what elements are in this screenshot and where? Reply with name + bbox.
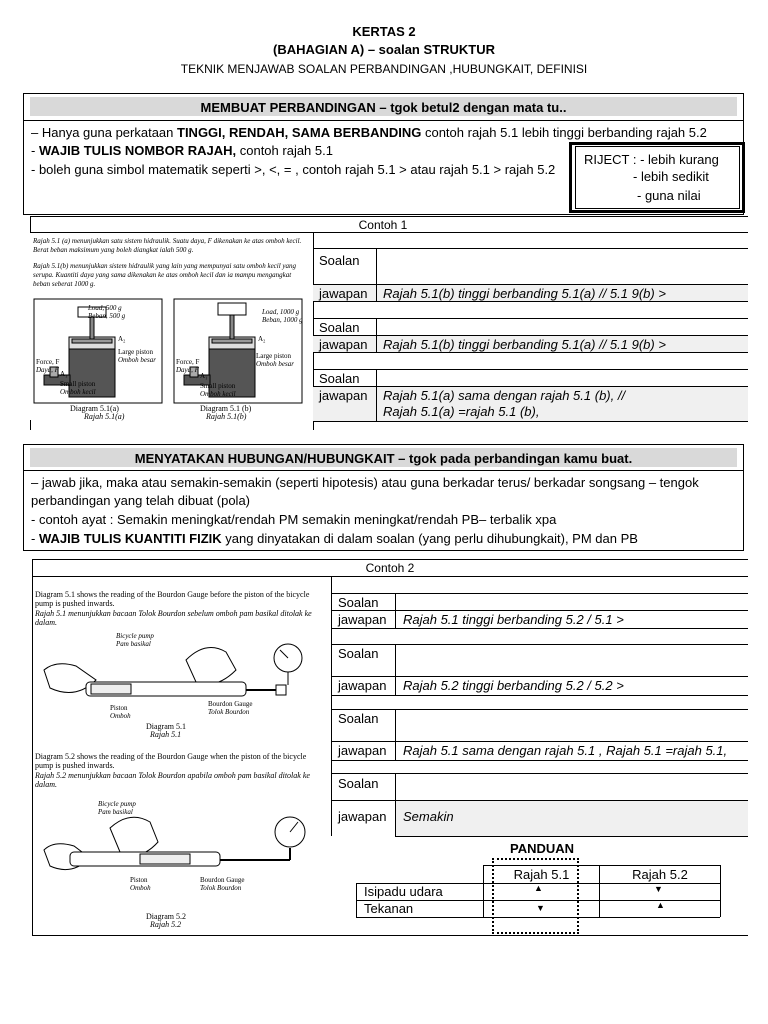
diagram-5-2-caption-my: Rajah 5.2 xyxy=(150,920,182,929)
divider xyxy=(30,216,748,217)
fig-a-large-piston: Large piston xyxy=(118,348,154,356)
bicycle-pump-figure-1 xyxy=(36,630,326,720)
divider xyxy=(23,120,744,121)
diagram-5-2-caption: Diagram 5.2 xyxy=(146,912,186,921)
fig-a-large-piston-my: Omboh besar xyxy=(118,356,156,364)
divider xyxy=(30,232,748,233)
divider xyxy=(32,576,748,577)
fig-a-small-piston-my: Omboh kecil xyxy=(60,388,96,396)
guide-col-2: Rajah 5.2 xyxy=(632,867,688,882)
guide-title: PANDUAN xyxy=(510,841,575,856)
fig-b-large-piston-my: Omboh besar xyxy=(256,360,294,368)
fig-b-load-label: Load, 1000 g xyxy=(262,308,300,316)
relationship-rule-4 xyxy=(31,530,638,548)
answer-text: Rajah 5.2 tinggi berbanding 5.2 / 5.2 > xyxy=(403,678,624,693)
relationship-section-title: MENYATAKAN HUBUNGAN/HUBUNGKAIT – tgok pada perbandingan kamu buat. xyxy=(30,448,737,467)
divider xyxy=(376,386,377,422)
reject-item-3: - guna nilai xyxy=(637,188,701,203)
fig-b-a2-label: A₂ xyxy=(258,335,266,343)
fig-b-small-piston: Small piston xyxy=(200,382,236,390)
question-label: Soalan xyxy=(338,646,379,661)
diagram-5-1-caption: Diagram 5.1 xyxy=(146,722,186,731)
divider xyxy=(376,335,377,353)
fig-b-large-piston: Large piston xyxy=(256,352,292,360)
page-heading-2: (BAHAGIAN A) – soalan STRUKTUR xyxy=(273,42,495,57)
rule-text: – Hanya guna perkataan xyxy=(31,125,177,140)
reject-item-2: - lebih sedikit xyxy=(633,169,709,184)
fig-a-a2-label: A₂ xyxy=(118,335,126,343)
example-2-title: Contoh 2 xyxy=(365,561,415,575)
rule-text: - xyxy=(31,531,39,546)
example-2-desc-2: Diagram 5.2 shows the reading of the Bourdon Gauge when the piston of the bicycle pump is pushed inwards. xyxy=(35,752,307,770)
piston-label-1: Piston xyxy=(110,704,128,712)
rule-keyword: WAJIB TULIS NOMBOR RAJAH, xyxy=(38,143,237,158)
divider xyxy=(331,644,748,645)
divider xyxy=(331,760,748,761)
question-label: Soalan xyxy=(319,320,360,335)
question-label: Soalan xyxy=(338,595,379,610)
pump-label-1-my: Pam basikal xyxy=(116,640,151,648)
pump-label-1: Bicycle pump xyxy=(116,632,154,640)
rule-line-3: - boleh guna simbol matematik seperti >, <, = , contoh rajah 5.1 > atau rajah 5.1 > rajah 5.2 xyxy=(31,162,556,177)
answer-text: Rajah 5.1(b) tinggi berbanding 5.1(a) // 5.1 9(b) > xyxy=(383,337,666,352)
question-label: Soalan xyxy=(319,371,360,386)
page-subtitle: TEKNIK MENJAWAB SOALAN PERBANDINGAN ,HUBUNGKAIT, DEFINISI xyxy=(180,62,588,76)
fig-b-a1-label: A₁ xyxy=(200,372,208,380)
divider xyxy=(395,593,396,629)
relationship-rule-1: – jawab jika, maka atau semakin-semakin (seperti hipotesis) atau guna berkadar terus/ berkadar songsang – tengok xyxy=(31,475,699,490)
example-2-desc-2-my: Rajah 5.2 menunjukkan bacaan Tolok Bourdon apabila omboh pam basikal ditolak ke dalam. xyxy=(35,771,310,789)
divider xyxy=(331,773,748,774)
reject-item-1: RIJECT : - lebih kurang xyxy=(584,152,719,167)
divider xyxy=(356,883,357,917)
rule-text: yang dinyatakan di dalam soalan (yang perlu dihubungkait), PM dan PB xyxy=(221,531,638,546)
divider xyxy=(376,318,377,336)
divider xyxy=(395,644,396,696)
rule-keyword: WAJIB TULIS KUANTITI FIZIK xyxy=(38,531,222,546)
pump-label-2: Bicycle pump xyxy=(98,800,136,808)
fig-a-small-piston: Small piston xyxy=(60,380,96,388)
guide-row-2: Tekanan xyxy=(364,901,414,916)
answer-label: jawapan xyxy=(319,337,368,352)
divider xyxy=(313,318,748,319)
answer-text: Rajah 5.1(b) tinggi berbanding 5.1(a) // 5.1 9(b) > xyxy=(383,286,666,301)
answer-label: jawapan xyxy=(338,743,387,758)
gauge-label-2: Bourdon Gauge xyxy=(200,876,245,884)
page-heading-1: KERTAS 2 xyxy=(352,24,416,39)
rule-keyword: TINGGI, RENDAH, SAMA BERBANDING xyxy=(177,125,422,140)
piston-label-1-my: Omboh xyxy=(110,712,131,720)
answer-label: jawapan xyxy=(319,388,368,403)
answer-text: Rajah 5.1 tinggi berbanding 5.2 / 5.1 > xyxy=(403,612,624,627)
question-label: Soalan xyxy=(338,711,379,726)
answer-text: Rajah 5.1 sama dengan rajah 5.1 , Rajah 5.1 =rajah 5.1, xyxy=(403,743,728,758)
fig-a-force-my: Daya, F xyxy=(36,366,59,374)
divider xyxy=(313,369,748,370)
pump-label-2-my: Pam basikal xyxy=(98,808,133,816)
arrow-up-icon: ▲ xyxy=(534,883,543,893)
example-1-desc-a: Rajah 5.1 (a) menunjukkan satu sistem hidraulik. Suatu daya, F dikenakan ke atas omboh kecil. Berat beban maksimum yang boleh diangkat ialah 500 g. xyxy=(33,237,302,254)
example-1-desc-b: Rajah 5.1(b) menunjukkan sistem hidraulik yang lain yang mempunyai satu omboh kecil yang serupa. Kuantiti daya yang sama dikenakan ke atas omboh kecil dan ia mampu mengangkat beban seberat 1000 g. xyxy=(33,262,297,288)
divider xyxy=(331,628,748,629)
fig-b-force: Force, F xyxy=(176,358,200,366)
divider xyxy=(32,935,748,936)
rule-text: contoh rajah 5.1 lebih tinggi berbanding rajah 5.2 xyxy=(421,125,707,140)
guide-row-1: Isipadu udara xyxy=(364,884,443,899)
arrow-down-icon: ▼ xyxy=(654,884,663,894)
rule-line-1 xyxy=(31,124,707,142)
fig-b-force-my: Daya, F xyxy=(176,366,199,374)
diagram-5-1-caption-my: Rajah 5.1 xyxy=(150,730,182,739)
divider xyxy=(331,593,748,594)
fig-a-a1-label: A₁ xyxy=(60,370,68,378)
divider xyxy=(30,216,31,232)
divider xyxy=(376,248,377,284)
gauge-label-1: Bourdon Gauge xyxy=(208,700,253,708)
example-1-title: Contoh 1 xyxy=(358,218,408,232)
divider xyxy=(720,865,721,917)
comparison-section-title: MEMBUAT PERBANDINGAN – tgok betul2 dengan mata tu.. xyxy=(30,97,737,116)
divider xyxy=(32,559,33,936)
relationship-rule-3: - contoh ayat : Semakin meningkat/rendah PM semakin meningkat/rendah PB– terbalik xpa xyxy=(31,512,557,527)
example-2-desc-1: Diagram 5.1 shows the reading of the Bourdon Gauge before the piston of the bicycle pump is pushed inwards. xyxy=(35,590,310,608)
divider xyxy=(331,695,748,696)
fig-a-force: Force, F xyxy=(36,358,60,366)
arrow-up-icon: ▲ xyxy=(656,900,665,910)
gauge-label-1-my: Tolok Bourdon xyxy=(208,708,250,716)
relationship-rule-2: perbandingan yang telah dibuat (pola) xyxy=(31,493,251,508)
rule-text: - xyxy=(31,143,39,158)
fig-b-small-piston-my: Omboh kecil xyxy=(200,390,236,398)
arrow-down-icon: ▼ xyxy=(536,903,545,913)
divider xyxy=(376,284,377,302)
guide-col-1: Rajah 5.1 xyxy=(513,867,570,882)
fig-a-caption-my: Rajah 5.1(a) xyxy=(84,412,125,421)
rule-line-2 xyxy=(31,142,333,160)
answer-text: Semakin xyxy=(403,809,454,824)
answer-text: Rajah 5.1(a) sama dengan rajah 5.1 (b), // xyxy=(383,388,626,403)
divider xyxy=(331,709,748,710)
fig-b-caption-my: Rajah 5.1(b) xyxy=(206,412,247,421)
rule-text: contoh rajah 5.1 xyxy=(236,143,333,158)
fig-a-load-label: Load, 500 g xyxy=(88,304,122,312)
divider xyxy=(376,369,377,387)
divider xyxy=(32,559,748,560)
divider xyxy=(331,576,332,836)
divider xyxy=(23,470,744,471)
answer-label: jawapan xyxy=(338,612,387,627)
fig-b-caption: Diagram 5.1 (b) xyxy=(200,404,252,413)
answer-text-2: Rajah 5.1(a) =rajah 5.1 (b), xyxy=(383,404,540,419)
answer-label: jawapan xyxy=(319,286,368,301)
divider xyxy=(395,709,396,761)
divider xyxy=(30,420,31,430)
question-label: Soalan xyxy=(319,253,360,268)
answer-label: jawapan xyxy=(338,809,387,824)
divider xyxy=(313,248,748,249)
question-label: Soalan xyxy=(338,776,379,791)
gauge-label-2-my: Tolok Bourdon xyxy=(200,884,242,892)
fig-a-caption: Diagram 5.1(a) xyxy=(70,404,119,413)
piston-label-2: Piston xyxy=(130,876,148,884)
answer-label: jawapan xyxy=(338,678,387,693)
example-2-desc-1-my: Rajah 5.1 menunjukkan bacaan Tolok Bourdon sebelum omboh pam basikal ditolak ke dalam. xyxy=(35,609,312,627)
fig-a-load-label-my: Beban, 500 g xyxy=(88,312,126,320)
fig-b-load-label-my: Beban, 1000 g xyxy=(262,316,303,324)
piston-label-2-my: Omboh xyxy=(130,884,151,892)
bicycle-pump-figure-2 xyxy=(40,800,330,910)
